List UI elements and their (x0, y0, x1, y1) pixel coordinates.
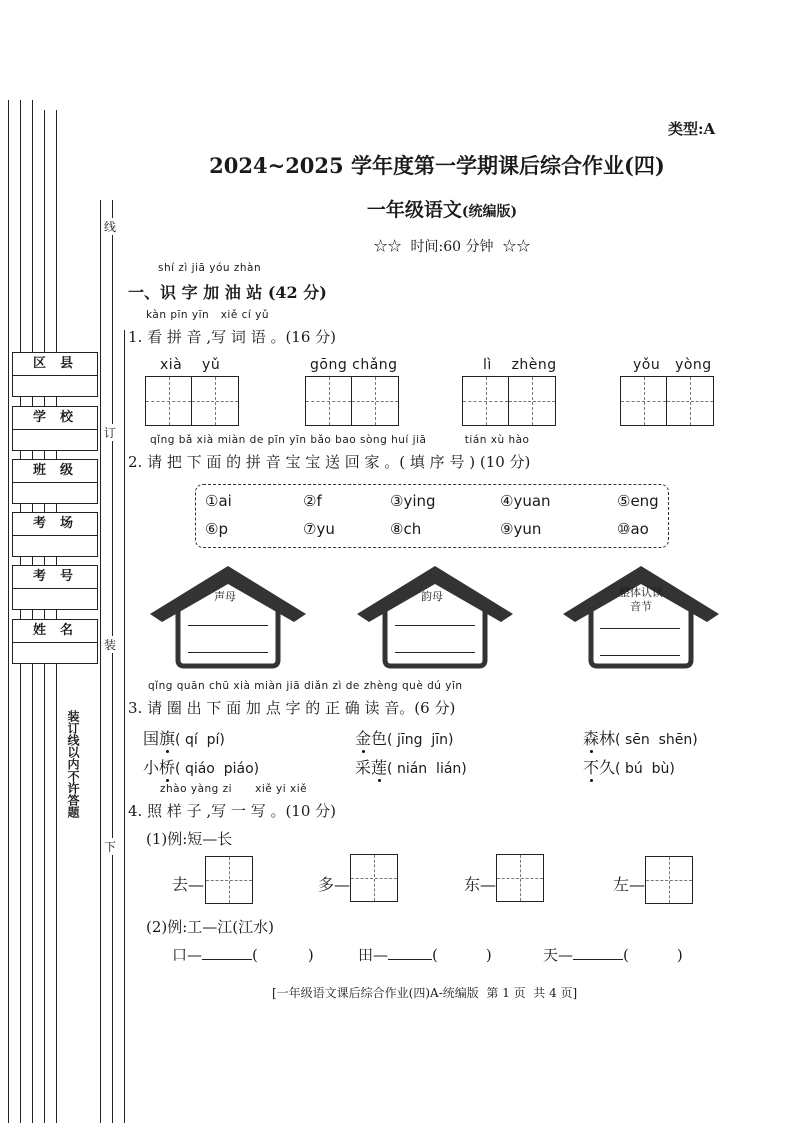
q1-word4-grid[interactable] (620, 376, 714, 426)
option-2: ②f (303, 492, 322, 510)
edition: (统编版) (461, 204, 518, 220)
option-7: ⑦yu (303, 520, 335, 538)
q4-part1-box3[interactable] (496, 854, 544, 902)
time-limit: ☆☆ 时间:60 分钟 ☆☆ (373, 239, 531, 255)
field-exam-number: 考号 (12, 565, 98, 610)
dotted-char: 莲 (371, 758, 388, 777)
field-exam-room: 考场 (12, 512, 98, 557)
dotted-char: 森 (583, 729, 600, 748)
district-input[interactable] (13, 376, 97, 396)
q1-word1-pinyin: xià yǔ (160, 357, 221, 373)
q2-pinyin: qǐng bǎ xià miàn de pīn yīn bǎo bao sòng huí jiā tián xù hào (150, 434, 530, 446)
subject-title (0, 195, 794, 222)
section1-title: 一、识 字 加 油 站 (42 分) (128, 283, 327, 302)
binding-mark-xian: 线 (104, 220, 117, 234)
exam-room-input[interactable] (13, 536, 97, 556)
q1-word3-grid[interactable] (462, 376, 556, 426)
dotted-char: 桥 (159, 758, 176, 777)
q3-item-qi[interactable]: 国旗( qí pí) (143, 729, 225, 748)
q1-word2-grid[interactable] (305, 376, 399, 426)
q3-item-jin[interactable]: 金色( jīng jīn) (355, 729, 454, 748)
type-label: 类型:A (668, 120, 716, 138)
house-shengmu-line2[interactable] (188, 652, 268, 653)
class-input[interactable] (13, 483, 97, 503)
dotted-char: 不 (583, 758, 600, 777)
binding-mark-ding: 订 (104, 426, 117, 440)
house-shengmu-icon (148, 562, 308, 670)
q4-part2-item2[interactable]: 田— ( ) (358, 946, 492, 964)
q1-word3-pinyin: lì zhèng (483, 357, 557, 373)
section1-pinyin: shí zì jiā yóu zhàn (158, 262, 262, 274)
house-zhengti-label: 整体认读音节 (619, 586, 663, 613)
q1-word2-pinyin: gōng chǎng (310, 357, 398, 373)
q3-item-qiao[interactable]: 小桥( qiáo piáo) (143, 758, 260, 777)
q1-word4-pinyin: yǒu yòng (633, 357, 712, 373)
field-name: 姓名 (12, 619, 98, 664)
page-footer: [一年级语文课后综合作业(四)A-统编版 第 1 页 共 4 页] (272, 986, 578, 1000)
option-5: ⑤eng (617, 492, 659, 510)
field-school: 学校 (12, 406, 98, 451)
option-10: ⑩ao (617, 520, 649, 538)
exam-number-input[interactable] (13, 589, 97, 609)
option-8: ⑧ch (390, 520, 422, 538)
q4-part2-item3[interactable]: 天— ( ) (543, 946, 683, 964)
q3-pinyin: qǐng quān chū xià miàn jiā diǎn zì de zhèng què dú yīn (148, 680, 463, 692)
q1-title: 1. 看 拼 音 ,写 词 语 。(16 分) (128, 328, 337, 346)
q4-part1-box2[interactable] (350, 854, 398, 902)
option-4: ④yuan (500, 492, 551, 510)
subject: 一年级语文 (366, 199, 462, 221)
q4-part2-example: (2)例:工—江(江水) (146, 918, 275, 936)
house-yunmu-label: 韵母 (421, 590, 443, 603)
q3-item-sen[interactable]: 森林( sēn shēn) (583, 729, 698, 748)
house-yunmu-line2[interactable] (395, 652, 475, 653)
house-yunmu-line1[interactable] (395, 625, 475, 626)
house-zhengti-icon (561, 562, 721, 670)
q4-part1-item4: 左— (613, 875, 646, 894)
q4-part1-item2: 多— (318, 875, 351, 894)
field-class: 班级 (12, 459, 98, 504)
q4-part1-box4[interactable] (645, 856, 693, 904)
house-shengmu-label: 声母 (214, 590, 236, 603)
q1-word1-grid[interactable] (145, 376, 239, 426)
name-input[interactable] (13, 643, 97, 663)
q3-title: 3. 请 圈 出 下 面 加 点 字 的 正 确 读 音。(6 分) (128, 699, 456, 717)
q4-part1-item1: 去— (172, 875, 205, 894)
q2-title: 2. 请 把 下 面 的 拼 音 宝 宝 送 回 家 。( 填 序 号 ) (10 分) (128, 453, 531, 471)
binding-warning: 装订线以内不许答题 (66, 710, 80, 818)
dotted-char: 金 (355, 729, 372, 748)
house-shengmu-line1[interactable] (188, 625, 268, 626)
q4-pinyin: zhào yàng zi xiě yi xiě (160, 783, 308, 795)
q4-title: 4. 照 样 子 ,写 一 写 。(10 分) (128, 802, 337, 820)
q4-part2-item1[interactable]: 口— ( ) (172, 946, 314, 964)
option-1: ①ai (205, 492, 232, 510)
house-zhengti-line1[interactable] (600, 628, 680, 629)
school-input[interactable] (13, 430, 97, 450)
q1-pinyin: kàn pīn yīn xiě cí yǔ (146, 309, 270, 321)
field-district: 区县 (12, 352, 98, 397)
q3-item-bu[interactable]: 不久( bú bù) (583, 758, 675, 777)
q4-part1-item3: 东— (464, 875, 497, 894)
page-title: 2024~2025 学年度第一学期课后综合作业(四) (209, 153, 665, 178)
q4-part1-box1[interactable] (205, 856, 253, 904)
option-6: ⑥p (205, 520, 228, 538)
house-zhengti-line2[interactable] (600, 655, 680, 656)
house-yunmu-icon (355, 562, 515, 670)
dotted-char: 旗 (159, 729, 176, 748)
option-3: ③ying (390, 492, 436, 510)
q3-item-lian[interactable]: 采莲( nián lián) (355, 758, 467, 777)
option-9: ⑨yun (500, 520, 542, 538)
q4-part1-example: (1)例:短—长 (146, 830, 233, 848)
binding-mark-zhuang: 装 (104, 638, 117, 652)
binding-mark-xia: 下 (104, 840, 117, 854)
